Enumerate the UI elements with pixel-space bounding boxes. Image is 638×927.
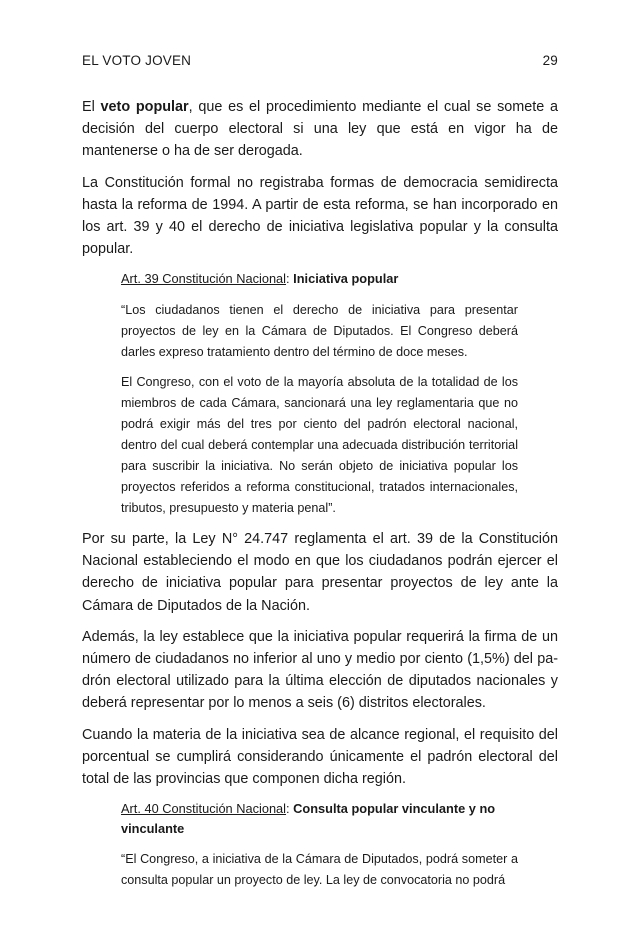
- article-39-sep: :: [286, 271, 294, 287]
- article-40-name: Consulta popular vinculante y no vinculante: [121, 801, 496, 836]
- article-39-ref: Art. 39 Constitución Nacional: [121, 271, 287, 287]
- running-title: EL VOTO JOVEN: [82, 53, 192, 68]
- article-39-title: [121, 269, 518, 289]
- paragraph-regional: Cuando la materia de la iniciativa sea de alcance regional, el requisito del porcentual se cumplirá considerando únicamente el padrón electoral del total de las provincias que componen dicha región.: [82, 726, 558, 787]
- paragraph-intro: El: [82, 99, 101, 115]
- article-39-name: Iniciativa popular: [293, 271, 399, 287]
- article-40-ref: Art. 40 Constitución Nacional: [121, 801, 287, 817]
- paragraph-constitucion: La Constitución formal no registraba formas de democracia semidirecta hasta la reforma de 1994. A partir de esta reforma, se han incorporado en los art. 39 y 40 el derecho de iniciativa legislativa popular y la consulta popular.: [82, 174, 558, 258]
- page-number: 29: [542, 53, 558, 68]
- article-40-title: [121, 799, 518, 838]
- paragraph-firma: Además, la ley establece que la iniciativa popular requerirá la firma de un número de ciudadanos no inferior al uno y medio por ciento (1,5%) del padrón electoral utilizado para la última elección de diputados nacionales y deberá representar por lo menos a seis (6) distritos electorales.: [82, 628, 558, 712]
- article-39-quote-2: El Congreso, con el voto de la mayoría absoluta de la totalidad de los miembros de cada Cámara, sancionará una ley reglamentaria que no podrá exigir más del tres por ciento del padrón electoral nacional, dentro del cual deberá contemplar una adecuada distribución territorial para suscribir la iniciativa. No serán objeto de iniciativa popular los proyectos referidos a reforma constitucional, tratados internacionales, tributos, presupuesto y materia penal”.: [121, 374, 518, 515]
- article-40-sep: :: [286, 801, 294, 817]
- article-39-block: [121, 269, 518, 519]
- paragraph-veto-popular: [82, 96, 558, 163]
- running-header: [82, 53, 558, 68]
- article-40-block: [121, 799, 518, 891]
- term-veto-popular: veto popular: [100, 99, 189, 115]
- page-body: [82, 96, 558, 900]
- paragraph-rest: , que es el procedimiento mediante el cual se somete a decisión del cuerpo electoral si una ley que está en vigor ha de mantenerse o ha de ser derogada.: [82, 99, 558, 160]
- article-40-quote-1: “El Congreso, a iniciativa de la Cámara de Diputados, podrá someter a consulta popular un proyecto de ley. La ley de convocatoria no podrá: [121, 852, 518, 888]
- article-39-quote-1: “Los ciudadanos tienen el derecho de iniciativa para presentar proyectos de ley en la Cámara de Diputados. El Congreso deberá darles expreso tratamiento dentro del término de doce meses.: [121, 302, 518, 359]
- paragraph-ley-24747: Por su parte, la Ley N° 24.747 reglamenta el art. 39 de la Constitución Nacional estableciendo el modo en que los ciudadanos podrán ejercer el derecho de iniciativa popular para presentar proyectos de ley ante la Cámara de Diputados de la Nación.: [82, 530, 558, 614]
